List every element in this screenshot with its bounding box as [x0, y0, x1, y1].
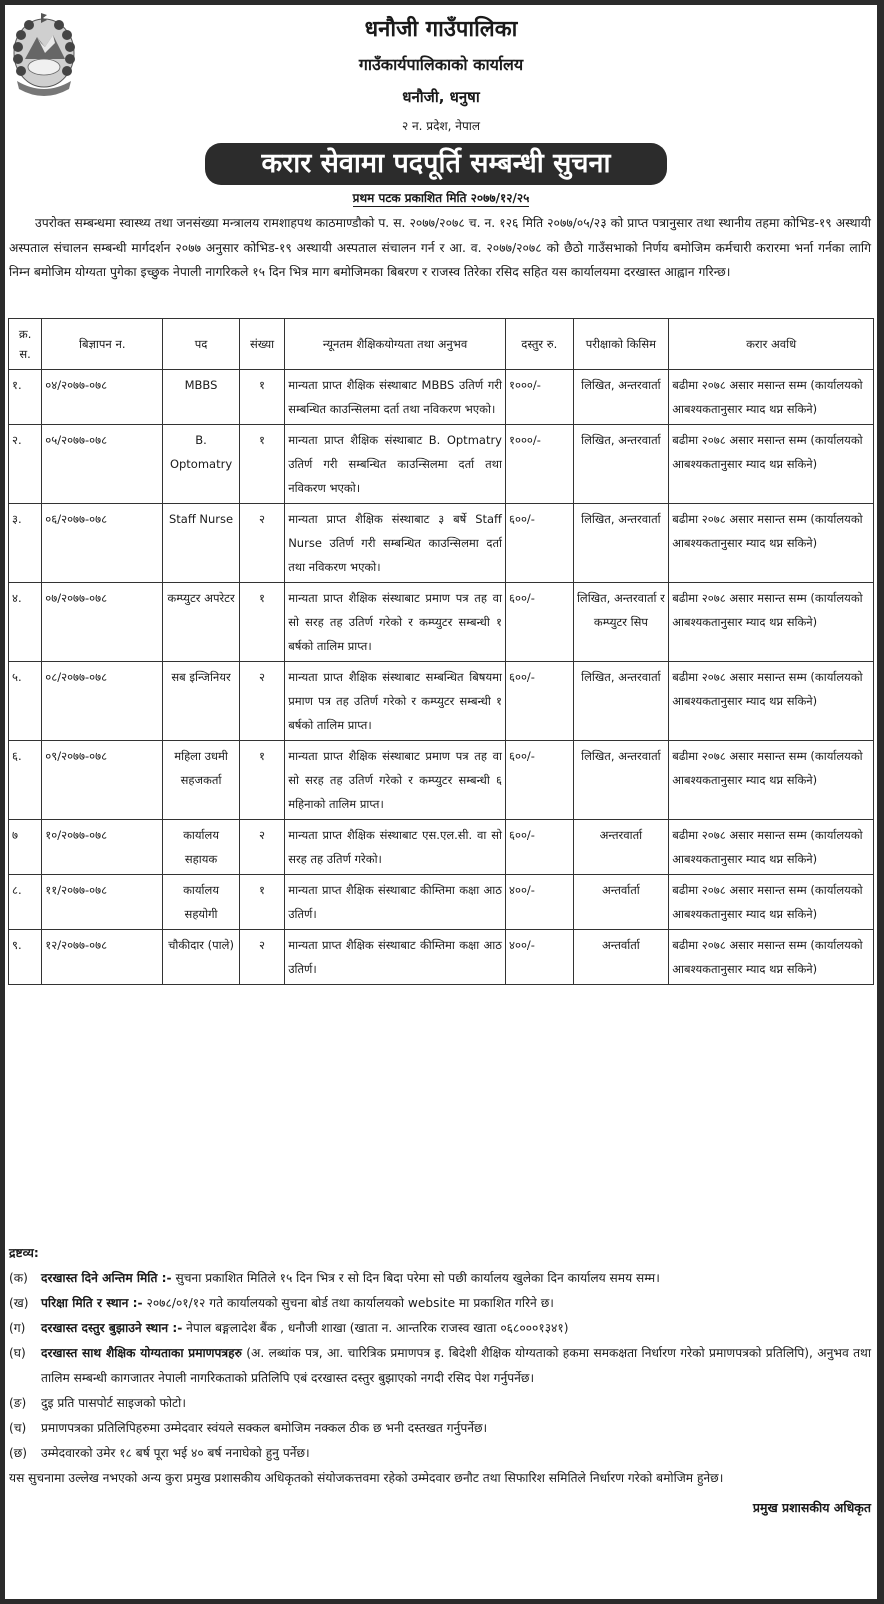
cell-advertisement-no: ०९/२०७७-०७८ — [42, 741, 163, 820]
cell-serial: १. — [9, 370, 42, 425]
cell-fee: ६००/- — [505, 741, 573, 820]
office-name: गाउँकार्यपालिकाको कार्यालय — [358, 55, 524, 74]
cell-post: चौकीदार (पाले) — [163, 930, 240, 985]
cell-qualification: मान्यता प्राप्त शैक्षिक संस्थाबाट MBBS उतिर्ण गरी सम्बन्धित काउन्सिलमा दर्ता तथा नविकरण भएको। — [285, 370, 506, 425]
cell-advertisement-no: ०४/२०७७-०७८ — [42, 370, 163, 425]
cell-serial: ६. — [9, 741, 42, 820]
note-item — [9, 1291, 871, 1316]
note-body — [41, 1316, 871, 1341]
note-body — [41, 1341, 871, 1391]
cell-qualification: मान्यता प्राप्त शैक्षिक संस्थाबाट कीम्तिमा कक्षा आठ उतिर्ण। — [285, 875, 506, 930]
cell-qualification: मान्यता प्राप्त शैक्षिक संस्थाबाट एस.एल.सी. वा सो सरह तह उतिर्ण गरेको। — [285, 820, 506, 875]
cell-serial: ३. — [9, 504, 42, 583]
cell-advertisement-no: ०७/२०७७-०७८ — [42, 583, 163, 662]
cell-count: २ — [239, 662, 284, 741]
cell-post: महिला उधमी सहजकर्ता — [163, 741, 240, 820]
cell-count: १ — [239, 875, 284, 930]
table-header-row — [9, 319, 874, 370]
notes-section — [9, 1241, 871, 1520]
municipality-name: धनौजी गाउँपालिका — [364, 17, 518, 42]
cell-serial: २. — [9, 425, 42, 504]
notice-title-banner: करार सेवामा पदपूर्ति सम्बन्धी सुचना — [205, 143, 667, 185]
cell-exam-type: अन्तर्वार्ता — [573, 930, 669, 985]
note-label: दरखास्त दिने अन्तिम मिति :- — [41, 1271, 172, 1285]
notes-title: द्रष्टव्य: — [9, 1246, 39, 1260]
note-item — [9, 1391, 871, 1416]
header-serial: क्र. स. — [9, 319, 42, 370]
cell-count: २ — [239, 820, 284, 875]
note-text: २०७८/०१/१२ गते कार्यालयको सुचना बोर्ड तथा कार्यालयको website मा प्रकाशित गरिने छ। — [146, 1296, 554, 1310]
closing-paragraph: यस सुचनामा उल्लेख नभएको अन्य कुरा प्रमुख प्रशासकीय अधिकृतको संयोजकत्तवमा रहेको उम्मेदवार छनौट तथा सिफारिश समितिले निर्धारण गरेको बमोजिम हुनेछ। — [9, 1471, 724, 1485]
cell-advertisement-no: ११/२०७७-०७८ — [42, 875, 163, 930]
signatory: प्रमुख प्रशासकीय अधिकृत — [752, 1500, 871, 1515]
cell-qualification: मान्यता प्राप्त शैक्षिक संस्थाबाट प्रमाण पत्र तह वा सो सरह तह उतिर्ण गरेको र कम्प्युटर सम्बन्धी ६ महिनाको तालिम प्राप्त। — [285, 741, 506, 820]
cell-qualification: मान्यता प्राप्त शैक्षिक संस्थाबाट सम्बन्धित बिषयमा प्रमाण पत्र तह उतिर्ण गरेको र कम्प्युटर सम्बन्धी १ बर्षको तालिम प्राप्त। — [285, 662, 506, 741]
cell-post: B. Optomatry — [163, 425, 240, 504]
cell-contract-duration: बढीमा २०७८ असार मसान्त सम्म (कार्यालयको आबश्यकतानुसार म्याद थप्न सकिने) — [669, 741, 874, 820]
note-marker: (ग) — [9, 1321, 26, 1335]
cell-contract-duration: बढीमा २०७८ असार मसान्त सम्म (कार्यालयको आबश्यकतानुसार म्याद थप्न सकिने) — [669, 370, 874, 425]
cell-contract-duration: बढीमा २०७८ असार मसान्त सम्म (कार्यालयको आबश्यकतानुसार म्याद थप्न सकिने) — [669, 930, 874, 985]
cell-fee: १०००/- — [505, 370, 573, 425]
note-marker: (च) — [9, 1421, 27, 1435]
note-item — [9, 1266, 871, 1291]
table-row — [9, 820, 874, 875]
note-item — [9, 1441, 871, 1466]
cell-post: कम्प्युटर अपरेटर — [163, 583, 240, 662]
cell-fee: ६००/- — [505, 820, 573, 875]
cell-post: MBBS — [163, 370, 240, 425]
note-body — [41, 1391, 871, 1416]
cell-exam-type: लिखित, अन्तरवार्ता — [573, 504, 669, 583]
table-row — [9, 662, 874, 741]
cell-qualification: मान्यता प्राप्त शैक्षिक संस्थाबाट प्रमाण पत्र तह वा सो सरह तह उतिर्ण गरेको र कम्प्युटर सम्बन्धी १ बर्षको तालिम प्राप्त। — [285, 583, 506, 662]
cell-count: १ — [239, 370, 284, 425]
cell-contract-duration: बढीमा २०७८ असार मसान्त सम्म (कार्यालयको आबश्यकतानुसार म्याद थप्न सकिने) — [669, 504, 874, 583]
note-text: सुचना प्रकाशित मितिले १५ दिन भित्र र सो दिन बिदा परेमा सो पछी कार्यालय खुलेका दिन कार्यालय समय सम्म। — [175, 1271, 660, 1285]
note-marker: (ङ) — [9, 1396, 27, 1410]
note-label: दरखास्त दस्तुर बुझाउने स्थान :- — [41, 1321, 183, 1335]
cell-exam-type: लिखित, अन्तरवार्ता — [573, 662, 669, 741]
cell-qualification: मान्यता प्राप्त शैक्षिक संस्थाबाट कीम्तिमा कक्षा आठ उतिर्ण। — [285, 930, 506, 985]
note-marker: (छ) — [9, 1446, 28, 1460]
publication-date — [5, 189, 877, 206]
note-text: (अ. लब्धांक पत्र, आ. चारित्रिक प्रमाणपत्र इ. बिदेशी शैक्षिक योग्यताको हकमा समकक्षता निर्धारण गरेको प्रमाणपत्रको प्रतिलिपि), अनुभव तथा तालिम सम्बन्धी कागजातर नेपाली नागरिकताको प्रतिलिपि एबं दरखास्त दस्तुर बुझाएको नगदी रसिद पेश गर्नुपर्नेछ। — [41, 1346, 871, 1385]
cell-post: Staff Nurse — [163, 504, 240, 583]
cell-count: १ — [239, 583, 284, 662]
header-fee: दस्तुर रु. — [505, 319, 573, 370]
cell-fee: ४००/- — [505, 875, 573, 930]
note-text: नेपाल बङ्गलादेश बैंक , धनौजी शाखा (खाता न. आन्तरिक राजस्व खाता ०६८०००१३४१) — [186, 1321, 569, 1335]
cell-post: कार्यालय सहायक — [163, 820, 240, 875]
table-row — [9, 504, 874, 583]
note-item — [9, 1316, 871, 1341]
cell-exam-type: लिखित, अन्तरवार्ता — [573, 425, 669, 504]
cell-contract-duration: बढीमा २०७८ असार मसान्त सम्म (कार्यालयको आबश्यकतानुसार म्याद थप्न सकिने) — [669, 820, 874, 875]
cell-post: कार्यालय सहयोगी — [163, 875, 240, 930]
header-post: पद — [163, 319, 240, 370]
note-text: प्रमाणपत्रका प्रतिलिपिहरुमा उम्मेदवार स्वंयले सक्कल बमोजिम नक्कल ठीक छ भनी दस्तखत गर्नुपर्नेछ। — [41, 1421, 488, 1435]
cell-qualification: मान्यता प्राप्त शैक्षिक संस्थाबाट ३ बर्षे Staff Nurse उतिर्ण गरी सम्बन्धित काउन्सिलमा दर्ता तथा नविकरण भएको। — [285, 504, 506, 583]
cell-contract-duration: बढीमा २०७८ असार मसान्त सम्म (कार्यालयको आबश्यकतानुसार म्याद थप्न सकिने) — [669, 425, 874, 504]
cell-fee: ६००/- — [505, 662, 573, 741]
note-item — [9, 1416, 871, 1441]
notice-page — [5, 5, 877, 1599]
note-marker: (ख) — [9, 1296, 29, 1310]
cell-advertisement-no: १०/२०७७-०७८ — [42, 820, 163, 875]
cell-count: १ — [239, 741, 284, 820]
cell-fee: १०००/- — [505, 425, 573, 504]
cell-contract-duration: बढीमा २०७८ असार मसान्त सम्म (कार्यालयको आबश्यकतानुसार म्याद थप्न सकिने) — [669, 662, 874, 741]
cell-count: २ — [239, 930, 284, 985]
cell-exam-type: लिखित, अन्तरवार्ता — [573, 741, 669, 820]
cell-advertisement-no: ०६/२०७७-०७८ — [42, 504, 163, 583]
cell-count: २ — [239, 504, 284, 583]
cell-advertisement-no: ०५/२०७७-०७८ — [42, 425, 163, 504]
office-location: धनौजी, धनुषा — [402, 88, 480, 106]
table-row — [9, 875, 874, 930]
cell-serial: ५. — [9, 662, 42, 741]
note-label: दरखास्त साथ शैक्षिक योग्यताका प्रमाणपत्रहरु — [41, 1346, 242, 1360]
cell-exam-type: अन्तर्वार्ता — [573, 875, 669, 930]
header-exam-type: परीक्षाको किसिम — [573, 319, 669, 370]
note-text: उम्मेदवारको उमेर १८ बर्ष पूरा भई ४० बर्ष ननाघेको हुनु पर्नेछ। — [41, 1446, 310, 1460]
intro-paragraph: उपरोक्त सम्बन्धमा स्वास्थ्य तथा जनसंख्या मन्त्रालय रामशाहपथ काठमाण्डौको प. स. २०७७/२०७८ च. न. १२६ मिति २०७७/०५/२३ को प्राप्त पत्रानुसार तथा स्थानीय तहमा कोभिड-१९ अस्थायी अस्पताल संचालन सम्बन्धी मार्गदर्शन २०७७ अनुसार कोभिड-१९ अस्थायी अस्पताल संचालन गर्न र आ. व. २०७७/२०७८ को छैठो गाउँसभाको निर्णय बमोजिम कर्मचारी करारमा भर्ना गर्नका लागि निम्न बमोजिम योग्यता पुगेका इच्छुक नेपाली नागरिकले १५ दिन भित्र माग बमोजिमका बिबरण र राजस्व तिरेका रसिद सहित यस कार्यालयमा दरखास्त आह्वान गरिन्छ। — [9, 216, 871, 279]
cell-contract-duration: बढीमा २०७८ असार मसान्त सम्म (कार्यालयको आबश्यकतानुसार म्याद थप्न सकिने) — [669, 875, 874, 930]
cell-exam-type: लिखित, अन्तरवार्ता र कम्प्युटर सिप — [573, 583, 669, 662]
table-row — [9, 930, 874, 985]
cell-serial: ४. — [9, 583, 42, 662]
province-name: २ न. प्रदेश, नेपाल — [401, 119, 481, 133]
note-marker: (घ) — [9, 1346, 26, 1360]
table-row — [9, 741, 874, 820]
cell-exam-type: अन्तरवार्ता — [573, 820, 669, 875]
cell-advertisement-no: ०८/२०७७-०७८ — [42, 662, 163, 741]
cell-fee: ४००/- — [505, 930, 573, 985]
header-advertisement-no: बिज्ञापन न. — [42, 319, 163, 370]
cell-contract-duration: बढीमा २०७८ असार मसान्त सम्म (कार्यालयको आबश्यकतानुसार म्याद थप्न सकिने) — [669, 583, 874, 662]
note-label: परिक्षा मिति र स्थान :- — [41, 1296, 143, 1310]
note-body — [41, 1441, 871, 1466]
cell-serial: ८. — [9, 875, 42, 930]
cell-serial: ९. — [9, 930, 42, 985]
cell-qualification: मान्यता प्राप्त शैक्षिक संस्थाबाट B. Optmatry उतिर्ण गरी सम्बन्धित काउन्सिलमा दर्ता तथा नविकरण भएको। — [285, 425, 506, 504]
note-body — [41, 1416, 871, 1441]
note-text: दुइ प्रति पासपोर्ट साइजको फोटो। — [41, 1396, 186, 1410]
cell-advertisement-no: १२/२०७७-०७८ — [42, 930, 163, 985]
table-row — [9, 425, 874, 504]
vacancy-table — [8, 318, 874, 985]
note-marker: (क) — [9, 1271, 28, 1285]
header-count: संख्या — [239, 319, 284, 370]
table-row — [9, 370, 874, 425]
cell-exam-type: लिखित, अन्तरवार्ता — [573, 370, 669, 425]
cell-fee: ६००/- — [505, 504, 573, 583]
note-item — [9, 1341, 871, 1391]
note-body — [41, 1291, 871, 1316]
cell-post: सब इन्जिनियर — [163, 662, 240, 741]
cell-fee: ६००/- — [505, 583, 573, 662]
header-qualification: न्यूनतम शैक्षिकयोग्यता तथा अनुभव — [285, 319, 506, 370]
note-body — [41, 1266, 871, 1291]
table-row — [9, 583, 874, 662]
publication-date-text: प्रथम पटक प्रकाशित मिति २०७७/१२/२५ — [352, 191, 530, 205]
cell-count: १ — [239, 425, 284, 504]
cell-serial: ७ — [9, 820, 42, 875]
header-contract-duration: करार अवधि — [669, 319, 874, 370]
